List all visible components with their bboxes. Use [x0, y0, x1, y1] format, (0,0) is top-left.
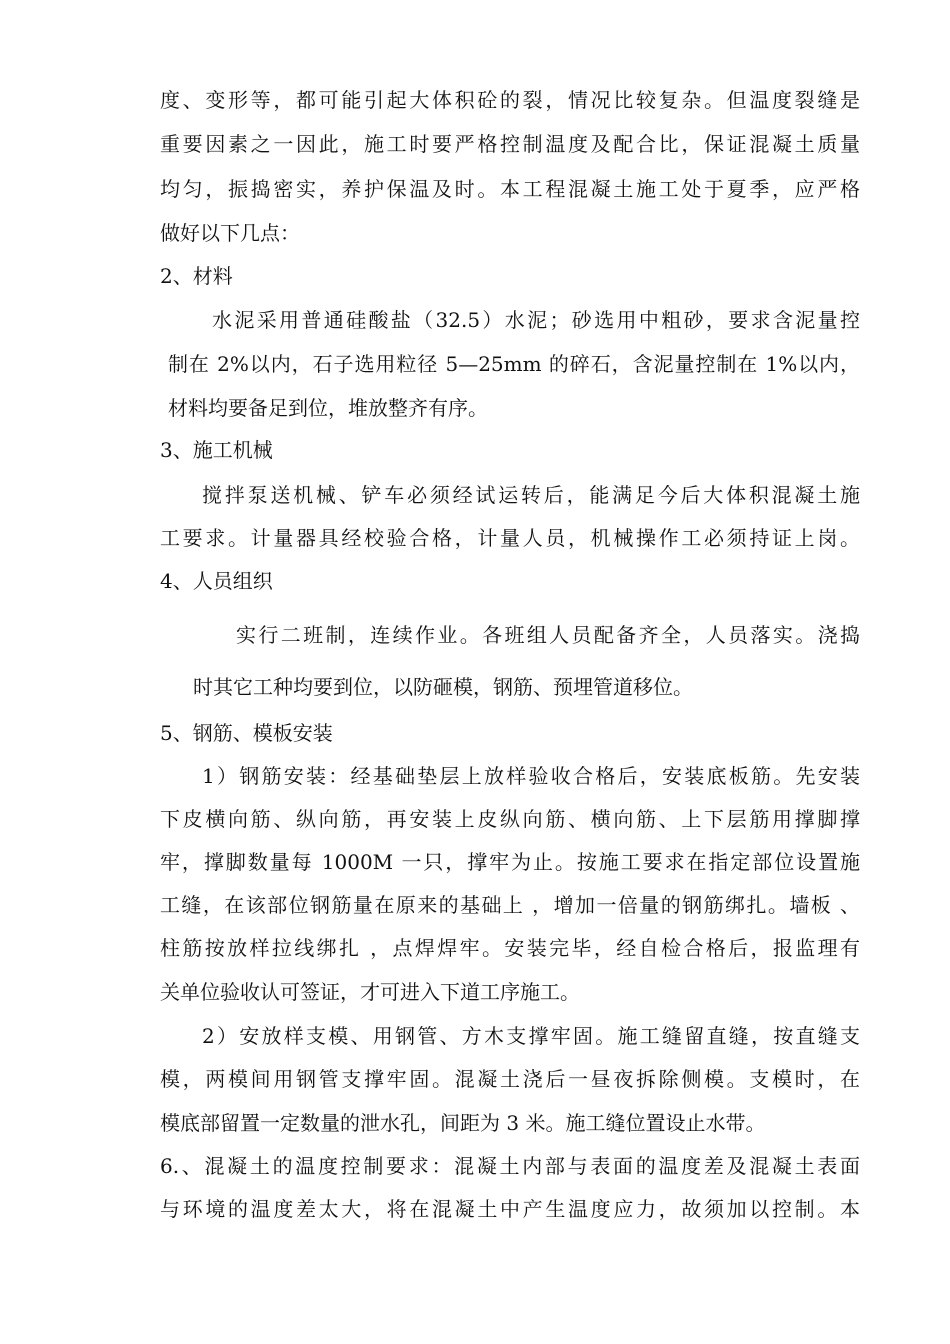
text-line: 搅拌泵送机械、铲车必须经试运转后，能满足今后大体积混凝土施 [202, 483, 860, 507]
text-line: 2）安放样支模、用钢管、方木支撑牢固。施工缝留直缝，按直缝支 [202, 1024, 860, 1048]
text-line: 工缝，在该部位钢筋量在原来的基础上 ，增加一倍量的钢筋绑扎。墙板 、 [160, 893, 860, 917]
text-line: 模，两模间用钢管支撑牢固。混凝土浇后一昼夜拆除侧模。支模时，在 [160, 1067, 860, 1091]
text-line: 时其它工种均要到位，以防砸模，钢筋、预埋管道移位。 [193, 675, 693, 699]
section-heading: 2、材料 [160, 264, 233, 288]
text-line: 材料均要备足到位，堆放整齐有序。 [168, 396, 488, 420]
text-line: 做好以下几点： [160, 221, 300, 245]
text-line: 重要因素之一因此，施工时要严格控制温度及配合比，保证混凝土质量 [160, 132, 860, 156]
text-line: 工要求。计量器具经校验合格，计量人员，机械操作工必须持证上岗。 [160, 526, 860, 550]
text-line: 与环境的温度差太大，将在混凝土中产生温度应力，故须加以控制。本 [160, 1197, 860, 1221]
section-heading: 3、施工机械 [160, 438, 273, 462]
text-line: 度、变形等，都可能引起大体积砼的裂，情况比较复杂。但温度裂缝是 [160, 88, 860, 112]
text-line: 实行二班制，连续作业。各班组人员配备齐全，人员落实。浇捣 [236, 623, 860, 647]
text-line: 6.、混凝土的温度控制要求：混凝土内部与表面的温度差及混凝土表面 [160, 1154, 860, 1178]
text-line: 关单位验收认可签证，才可进入下道工序施工。 [160, 980, 580, 1004]
text-line: 均匀，振捣密实，养护保温及时。本工程混凝土施工处于夏季，应严格 [160, 177, 860, 201]
section-heading: 5、钢筋、模板安装 [160, 721, 333, 745]
text-line: 柱筋按放样拉线绑扎 ，点焊焊牢。安装完毕，经自检合格后，报监理有 [160, 936, 860, 960]
text-line: 水泥采用普通硅酸盐（32.5）水泥；砂选用中粗砂，要求含泥量控 [212, 308, 860, 332]
section-heading: 4、人员组织 [160, 569, 273, 593]
text-line: 牢，撑脚数量每 1000M 一只，撑牢为止。按施工要求在指定部位设置施 [160, 850, 860, 874]
text-line: 模底部留置一定数量的泄水孔，间距为 3 米。施工缝位置设止水带。 [160, 1111, 766, 1135]
text-line: 制在 2%以内，石子选用粒径 5—25mm 的碎石，含泥量控制在 1%以内， [168, 352, 860, 376]
text-line: 1）钢筋安装：经基础垫层上放样验收合格后，安装底板筋。先安装 [202, 764, 860, 788]
text-line: 下皮横向筋、纵向筋，再安装上皮纵向筋、横向筋、上下层筋用撑脚撑 [160, 807, 860, 831]
